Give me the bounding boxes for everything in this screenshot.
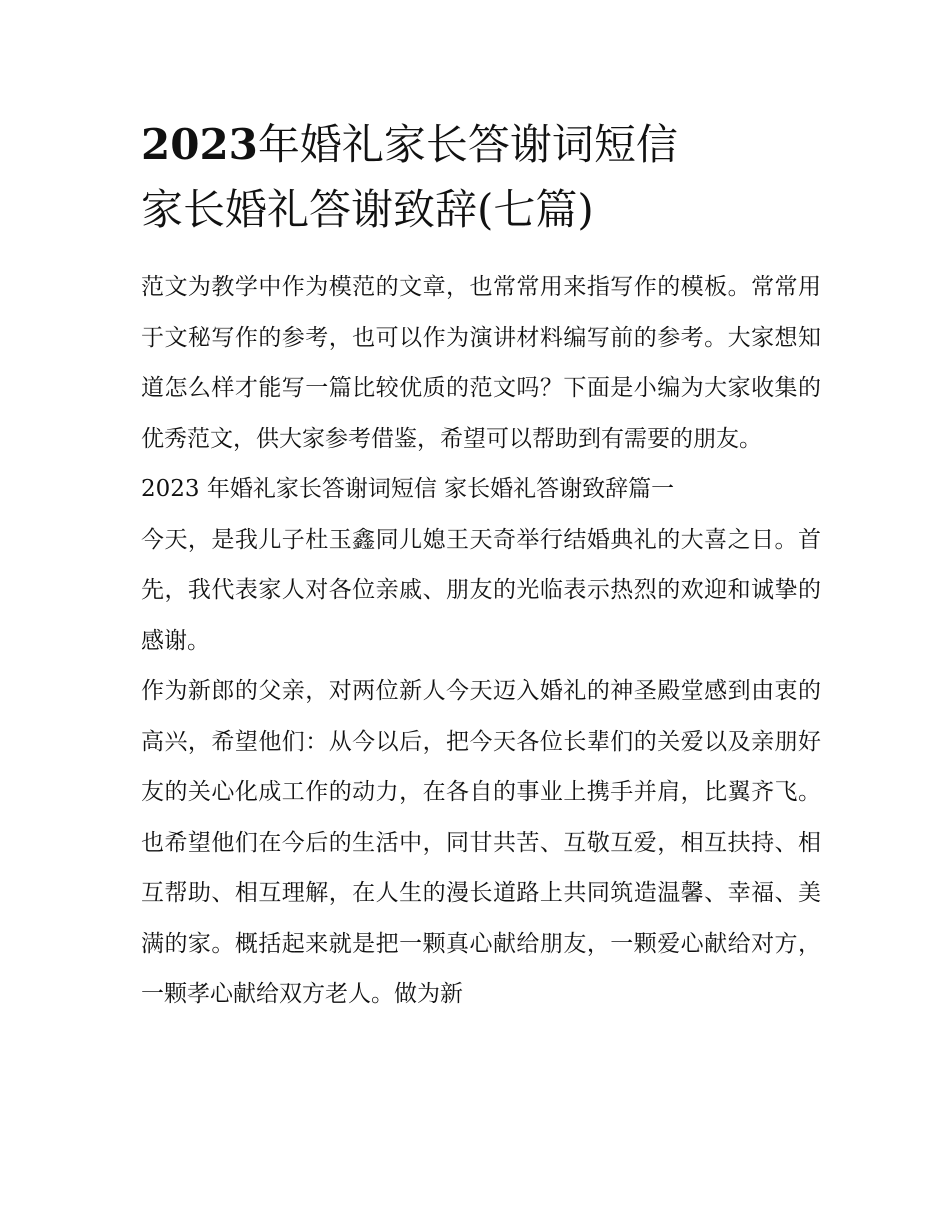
title-year: 2023 (141, 120, 258, 169)
title-line-2: 家长婚礼答谢致辞(七篇) (141, 185, 594, 234)
title-line-1 (141, 112, 821, 177)
body-paragraph: 作为新郎的父亲，对两位新人今天迈入婚礼的神圣殿堂感到由衷的高兴，希望他们：从今以后，把今天各位长辈们的关爱以及亲朋好友的关心化成工作的动力，在各自的事业上携手并肩，比翼齐飞。也希望他们在今后的生活中，同甘共苦、互敬互爱，相互扶持、相互帮助、相互理解，在人生的漫长道路上共同筑造温馨、幸福、美满的家。概括起来就是把一颗真心献给朋友，一颗爱心献给对方，一颗孝心献给双方老人。做为新 (141, 678, 821, 1007)
intro-paragraph: 范文为教学中作为模范的文章，也常常用来指写作的模板。常常用于文秘写作的参考，也可以作为演讲材料编写前的参考。大家想知道怎么样才能写一篇比较优质的范文吗？下面是小编为大家收集的优秀范文，供大家参考借鉴，希望可以帮助到有需要的朋友。 (141, 274, 821, 452)
document-title (141, 112, 821, 242)
body-paragraph: 今天，是我儿子杜玉鑫同儿媳王天奇举行结婚典礼的大喜之日。首先，我代表家人对各位亲戚、朋友的光临表示热烈的欢迎和诚挚的感谢。 (141, 526, 821, 654)
document-body (141, 262, 821, 1020)
section-heading: 2023 年婚礼家长答谢词短信 家长婚礼答谢致辞篇一 (141, 476, 675, 502)
document-content (141, 112, 821, 1020)
title-line-1-text: 年婚礼家长答谢词短信 (257, 120, 678, 169)
